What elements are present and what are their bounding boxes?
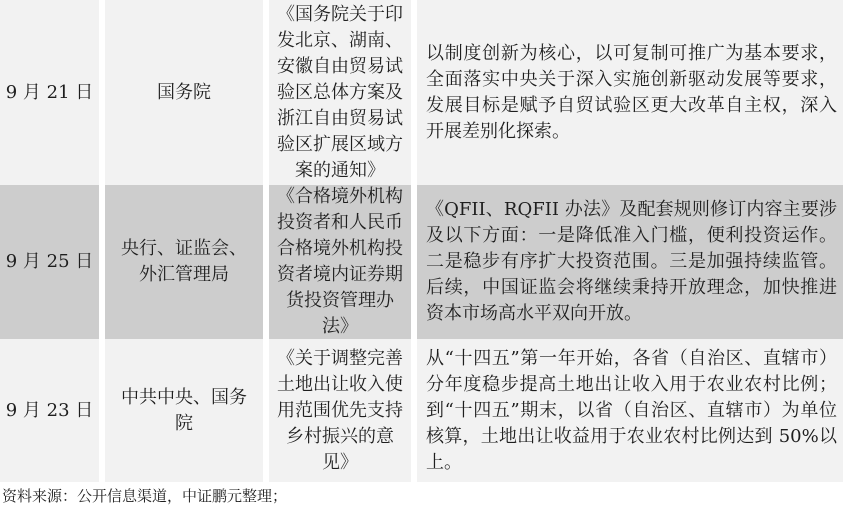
- issuer-text: 央行、证监会、外汇管理局: [121, 238, 247, 285]
- cell-date: [0, 0, 99, 185]
- date-text: 9 月 25 日: [5, 251, 94, 272]
- document-title-text: 《合格境外机构投资者和人民币合格境外机构投资者境内证券期货投资管理办法》: [277, 186, 403, 337]
- cell-date: [0, 185, 99, 339]
- summary-text: 以制度创新为核心，以可复制可推广为基本要求，全面落实中央关于深入实施创新驱动发展等要求，发展目标是赋予自贸试验区更大改革自主权，深入开展差别化探索。: [426, 42, 837, 142]
- cell-document-title: [269, 0, 411, 185]
- cell-summary: [417, 0, 843, 185]
- date-text: 9 月 21 日: [5, 81, 94, 103]
- cell-document-title: [269, 339, 411, 482]
- cell-summary: [417, 339, 843, 482]
- date-text: 9 月 23 日: [5, 399, 94, 421]
- cell-issuer: [105, 0, 263, 185]
- issuer-text: 中共中央、国务院: [121, 386, 247, 434]
- cell-document-title: [269, 185, 411, 339]
- document-title-text: 《关于调整完善土地出让收入使用范围优先支持乡村振兴的意见》: [277, 347, 403, 473]
- cell-date: [0, 339, 99, 482]
- document-title-text: 《国务院关于印发北京、湖南、安徽自由贸易试验区总体方案及浙江自由贸易试验区扩展区域方案的通知》: [277, 3, 403, 181]
- issuer-text: 国务院: [157, 81, 211, 103]
- cell-issuer: [105, 339, 263, 482]
- summary-text: 《QFII、RQFII 办法》及配套规则修订内容主要涉及以下方面：一是降低准入门槛，便利投资运作。二是稳步有序扩大投资范围。三是加强持续监管。后续，中国证监会将继续秉持开放理念，加快推进资本市场高水平双向开放。: [426, 199, 837, 324]
- summary-text: 从“十四五”第一年开始，各省（自治区、直辖市）分年度稳步提高土地出让收入用于农业农村比例；到“十四五”期末，以省（自治区、直辖市）为单位核算，土地出让收益用于农业农村比例达到 50%以上。: [426, 347, 837, 473]
- cell-summary: [417, 185, 843, 339]
- cell-issuer: [105, 185, 263, 339]
- source-note: 资料来源：公开信息渠道，中证鹏元整理；: [2, 487, 288, 505]
